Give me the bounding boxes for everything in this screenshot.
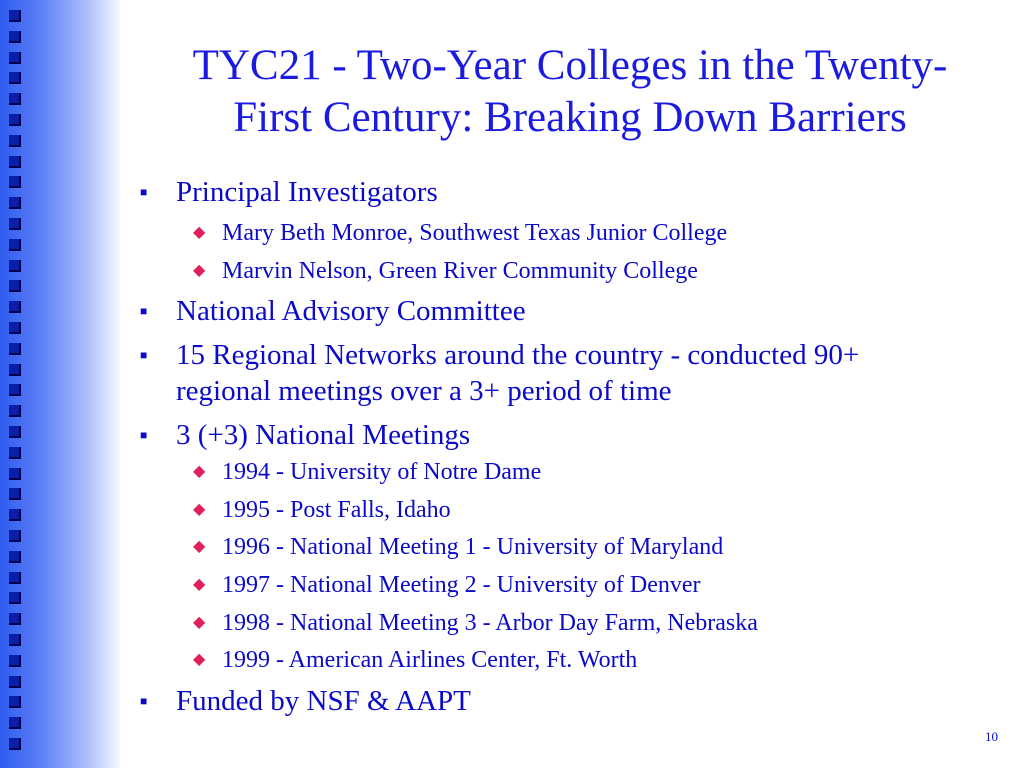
- diamond-bullet-icon: ◆: [193, 224, 206, 241]
- sub-bullet-1994: [138, 457, 1008, 487]
- slide-number: 10: [985, 729, 998, 744]
- decorative-square-icon: [9, 676, 21, 688]
- decorative-square-icon: [9, 551, 21, 563]
- bullet-text: Principal Investigators: [176, 176, 438, 208]
- diamond-bullet-icon: ◆: [193, 463, 206, 481]
- sub-bullet-1997: [138, 570, 1008, 600]
- bullet-principal-investigators: [138, 174, 1008, 210]
- slide-body: [138, 174, 1008, 727]
- decorative-square-icon: [9, 301, 21, 313]
- sub-bullet-text: 1998 - National Meeting 3 - Arbor Day Farm, Nebraska: [222, 609, 758, 636]
- diamond-bullet-icon: ◆: [193, 613, 206, 631]
- decorative-square-icon: [9, 426, 21, 438]
- decorative-square-icon: [9, 93, 21, 105]
- diamond-bullet-icon: ◆: [193, 500, 206, 518]
- title-line-2: First Century: Breaking Down Barriers: [233, 94, 907, 141]
- sub-bullet-text: 1994 - University of Notre Dame: [222, 459, 542, 486]
- decorative-square-icon: [9, 280, 21, 292]
- decorative-square-icon: [9, 613, 21, 625]
- bullet-text: 3 (+3) National Meetings: [176, 419, 471, 452]
- decorative-square-icon: [9, 10, 21, 22]
- sub-bullet-1998: [138, 608, 1008, 638]
- decorative-square-icon: [9, 260, 21, 272]
- decorative-square-icon: [9, 176, 21, 188]
- decorative-square-icon: [9, 197, 21, 209]
- diamond-bullet-icon: ◆: [193, 538, 206, 556]
- square-bullet-icon: ■: [140, 693, 148, 708]
- bullet-text-line-1: 15 Regional Networks around the country - conducted 90+: [176, 339, 860, 372]
- slide-title: [130, 40, 1010, 144]
- sub-bullet-1996: [138, 532, 1008, 562]
- sub-bullet-text: 1996 - National Meeting 1 - University of Maryland: [222, 534, 724, 561]
- decorative-square-icon: [9, 364, 21, 376]
- sub-bullet-1995: [138, 495, 1008, 525]
- decorative-square-icon: [9, 696, 21, 708]
- bullet-advisory-committee: [138, 293, 1008, 329]
- sub-bullet-text: 1999 - American Airlines Center, Ft. Worth: [222, 647, 638, 674]
- bullet-funded-by: [138, 683, 1008, 719]
- decorative-square-icon: [9, 572, 21, 584]
- sub-bullet-text: Marvin Nelson, Green River Community College: [222, 257, 698, 284]
- decorative-square-icon: [9, 509, 21, 521]
- square-bullet-icon: ■: [140, 428, 148, 443]
- title-line-1: TYC21 - Two-Year Colleges in the Twenty-: [192, 42, 948, 89]
- sub-bullet-text: 1995 - Post Falls, Idaho: [222, 496, 451, 523]
- diamond-bullet-icon: ◆: [193, 575, 206, 593]
- square-bullet-icon: ■: [140, 185, 148, 199]
- decorative-square-icon: [9, 322, 21, 334]
- square-column: [9, 10, 23, 750]
- diamond-bullet-icon: ◆: [193, 261, 206, 279]
- sub-bullet-1999: [138, 645, 1008, 675]
- sub-bullet-pi-2: [138, 256, 1008, 286]
- sub-bullet-text: Mary Beth Monroe, Southwest Texas Junior College: [222, 220, 728, 246]
- decorative-sidebar: [0, 0, 122, 768]
- decorative-square-icon: [9, 592, 21, 604]
- decorative-square-icon: [9, 72, 21, 84]
- bullet-national-meetings: [138, 417, 1008, 453]
- decorative-square-icon: [9, 52, 21, 64]
- decorative-square-icon: [9, 239, 21, 251]
- bullet-text: National Advisory Committee: [176, 295, 526, 328]
- decorative-square-icon: [9, 218, 21, 230]
- decorative-square-icon: [9, 384, 21, 396]
- bullet-regional-networks: [138, 337, 1008, 409]
- decorative-square-icon: [9, 156, 21, 168]
- decorative-square-icon: [9, 405, 21, 417]
- square-bullet-icon: ■: [140, 348, 148, 363]
- square-bullet-icon: ■: [140, 304, 148, 319]
- decorative-square-icon: [9, 738, 21, 750]
- sub-bullet-text: 1997 - National Meeting 2 - University of Denver: [222, 571, 701, 598]
- bullet-text-line-2: regional meetings over a 3+ period of time: [176, 375, 672, 408]
- decorative-square-icon: [9, 468, 21, 480]
- decorative-square-icon: [9, 447, 21, 459]
- decorative-square-icon: [9, 31, 21, 43]
- bullet-text: Funded by NSF & AAPT: [176, 684, 471, 717]
- decorative-square-icon: [9, 135, 21, 147]
- sub-bullet-pi-1: [138, 218, 1008, 248]
- decorative-square-icon: [9, 343, 21, 355]
- decorative-square-icon: [9, 717, 21, 729]
- decorative-square-icon: [9, 114, 21, 126]
- decorative-square-icon: [9, 488, 21, 500]
- decorative-square-icon: [9, 530, 21, 542]
- diamond-bullet-icon: ◆: [193, 651, 206, 669]
- decorative-square-icon: [9, 655, 21, 667]
- decorative-square-icon: [9, 634, 21, 646]
